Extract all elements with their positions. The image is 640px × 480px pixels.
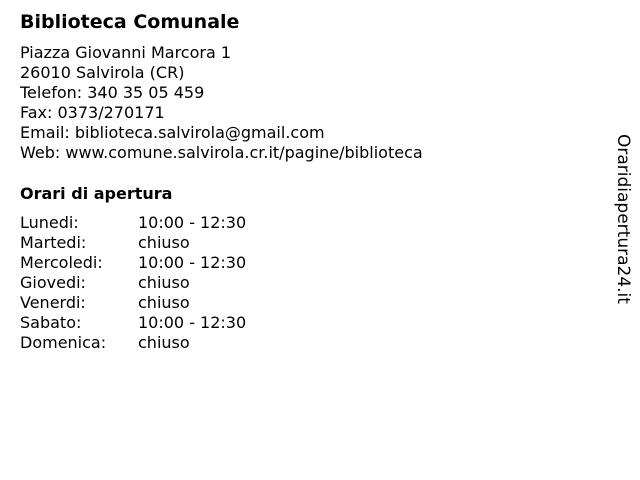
phone-number: Telefon: 340 35 05 459	[20, 83, 205, 102]
email-address: Email: biblioteca.salvirola@gmail.com	[20, 123, 325, 142]
site-watermark: Oraridiapertura24.it	[613, 134, 633, 304]
day-label: Mercoledi:	[20, 253, 103, 272]
day-hours: chiuso	[138, 233, 190, 252]
day-label: Martedi:	[20, 233, 87, 252]
website-url: Web: www.comune.salvirola.cr.it/pagine/biblioteca	[20, 143, 423, 162]
day-hours: chiuso	[138, 293, 190, 312]
day-hours: chiuso	[138, 273, 190, 292]
day-label: Lunedi:	[20, 213, 79, 232]
day-label: Domenica:	[20, 333, 107, 352]
day-label: Giovedi:	[20, 273, 86, 292]
day-hours: 10:00 - 12:30	[138, 213, 247, 232]
address-city: 26010 Salvirola (CR)	[20, 63, 185, 82]
day-label: Venerdi:	[20, 293, 86, 312]
day-hours: 10:00 - 12:30	[138, 253, 247, 272]
opening-hours-title: Orari di apertura	[20, 184, 173, 203]
library-name: Biblioteca Comunale	[20, 11, 240, 33]
address-street: Piazza Giovanni Marcora 1	[20, 43, 232, 62]
fax-number: Fax: 0373/270171	[20, 103, 165, 122]
day-hours: chiuso	[138, 333, 190, 352]
day-label: Sabato:	[20, 313, 82, 332]
contact-info	[20, 43, 423, 163]
day-hours: 10:00 - 12:30	[138, 313, 247, 332]
